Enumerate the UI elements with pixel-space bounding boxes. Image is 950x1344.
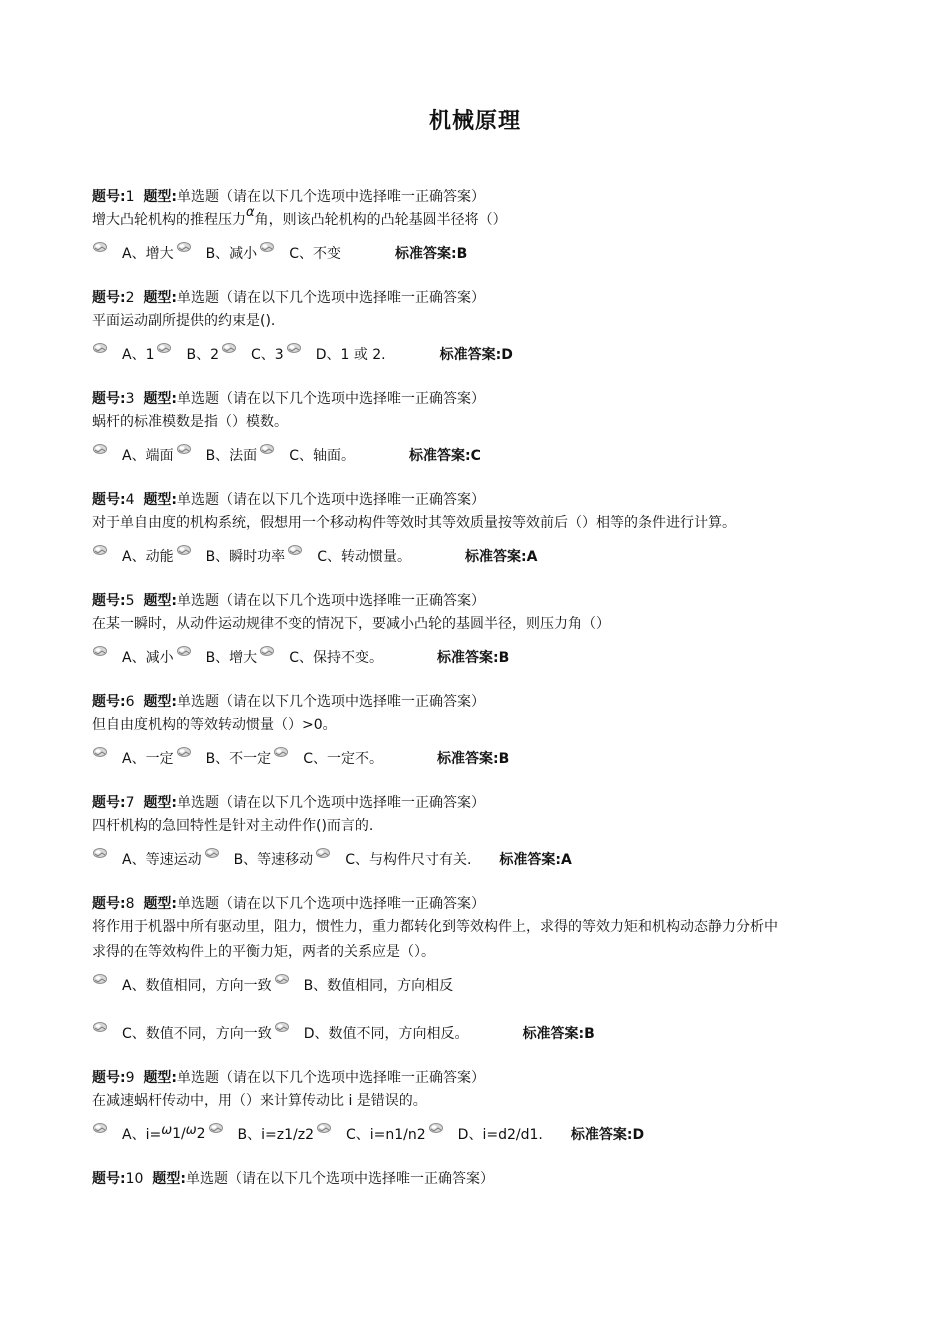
question-stem: 对于单自由度的机构系统，假想用一个移动构件等效时其等效质量按等效前后（）相等的条件进行计算。 [92,515,736,531]
standard-answer: 标准答案:B [522,1026,595,1042]
radio-icon[interactable] [92,973,108,985]
radio-icon[interactable] [274,973,290,985]
option-c[interactable]: C、轴面。 [289,448,355,464]
radio-icon[interactable] [274,1021,290,1033]
option-b[interactable]: B、数值相同，方向相反 [303,978,454,994]
option-a[interactable]: A、动能 [122,546,192,566]
question-header: 题号:9 题型:单选题（请在以下几个选项中选择唯一正确答案） [92,1070,486,1086]
radio-icon[interactable] [259,443,275,455]
radio-icon[interactable] [92,241,108,253]
radio-icon[interactable] [204,847,220,859]
radio-icon[interactable] [92,746,108,758]
standard-answer: 标准答案:C [408,448,481,464]
question-2 [92,287,882,374]
options-row [92,839,882,879]
options-row [92,435,882,475]
radio-icon[interactable] [176,645,192,657]
options-row [92,1114,882,1154]
radio-icon[interactable] [316,1122,332,1134]
question-4 [92,489,882,576]
question-stem: 将作用于机器中所有驱动里，阻力，惯性力，重力都转化到等效构件上，求得的等效力矩和机构动态静力分析中 求得的在等效构件上的平衡力矩，两者的关系应是（）。 [92,919,778,960]
option-b[interactable]: B、2 [186,344,237,364]
question-stem: 增大凸轮机构的推程压力α角，则该凸轮机构的凸轮基圆半径将（） [92,208,882,233]
options-row [92,738,882,778]
radio-icon[interactable] [208,1122,224,1134]
option-b[interactable]: B、法面 [206,445,276,465]
question-stem: 在某一瞬时，从动件运动规律不变的情况下，要减小凸轮的基圆半径，则压力角（） [92,616,610,632]
options-row [92,1013,882,1053]
standard-answer: 标准答案:B [436,751,510,767]
radio-icon[interactable] [287,544,303,556]
question-3 [92,388,882,475]
options-row [92,334,882,374]
option-c[interactable]: C、转动惯量。 [317,549,411,565]
question-1 [92,186,882,273]
option-a[interactable]: A、一定 [122,748,192,768]
option-c[interactable]: C、与构件尺寸有关. [345,852,472,868]
page-title: 机械原理 [428,109,521,134]
option-a[interactable]: A、等速运动 [122,849,220,869]
radio-icon[interactable] [92,847,108,859]
options-row [92,233,882,273]
option-d[interactable]: D、1 或 2. [315,347,386,363]
radio-icon[interactable] [259,645,275,657]
question-stem: 蜗杆的标准模数是指（）模数。 [92,414,288,430]
question-10 [92,1168,882,1190]
option-a[interactable]: A、减小 [122,647,192,667]
question-8 [92,893,882,1053]
question-stem: 四杆机构的急回特性是针对主动件作()而言的. [92,818,374,834]
radio-icon[interactable] [92,645,108,657]
radio-icon[interactable] [286,342,302,354]
option-c[interactable]: C、保持不变。 [289,650,383,666]
option-b[interactable]: B、减小 [206,243,276,263]
radio-icon[interactable] [176,241,192,253]
standard-answer: 标准答案:D [439,347,513,363]
radio-icon[interactable] [92,1021,108,1033]
question-list [92,186,882,1204]
option-a[interactable]: A、端面 [122,445,192,465]
option-c[interactable]: C、3 [251,344,302,364]
question-5 [92,590,882,677]
option-c[interactable]: C、数值不同，方向一致 [122,1023,290,1043]
question-9 [92,1067,882,1154]
question-header: 题号:6 题型:单选题（请在以下几个选项中选择唯一正确答案） [92,694,486,710]
options-row [92,536,882,576]
option-c[interactable]: C、一定不。 [303,751,383,767]
alpha-symbol: α [246,205,255,220]
option-b[interactable]: B、等速移动 [234,849,332,869]
question-header: 题号:10 题型:单选题（请在以下几个选项中选择唯一正确答案） [92,1171,494,1187]
question-stem: 平面运动副所提供的约束是(). [92,313,276,329]
radio-icon[interactable] [92,342,108,354]
radio-icon[interactable] [176,443,192,455]
radio-icon[interactable] [273,746,289,758]
question-header: 题号:2 题型:单选题（请在以下几个选项中选择唯一正确答案） [92,290,486,306]
question-header: 题号:7 题型:单选题（请在以下几个选项中选择唯一正确答案） [92,795,486,811]
omega-symbol: ω [185,1122,197,1138]
option-b[interactable]: B、i=z1/z2 [238,1124,332,1144]
question-7 [92,792,882,879]
option-d[interactable]: D、数值不同，方向相反。 [303,1026,469,1042]
options-row [92,965,882,1005]
option-b[interactable]: B、瞬时功率 [206,546,304,566]
option-a[interactable]: A、数值相同，方向一致 [122,975,290,995]
radio-icon[interactable] [176,746,192,758]
option-c[interactable]: C、i=n1/n2 [346,1124,444,1144]
radio-icon[interactable] [156,342,172,354]
options-row [92,637,882,677]
option-a[interactable]: A、i= ω 1/ ω 2 [122,1124,224,1144]
question-header: 题号:8 题型:单选题（请在以下几个选项中选择唯一正确答案） [92,896,486,912]
radio-icon[interactable] [92,544,108,556]
question-header: 题号:4 题型:单选题（请在以下几个选项中选择唯一正确答案） [92,492,486,508]
standard-answer: 标准答案:A [499,852,572,868]
omega-symbol: ω [161,1122,173,1138]
option-c[interactable]: C、不变 [289,246,341,262]
question-header: 题号:1 题型:单选题（请在以下几个选项中选择唯一正确答案） [92,189,486,205]
question-stem: 在减速蜗杆传动中，用（）来计算传动比 i 是错误的。 [92,1093,427,1109]
standard-answer: 标准答案:B [394,246,468,262]
radio-icon[interactable] [315,847,331,859]
standard-answer: 标准答案:A [464,549,538,565]
option-d[interactable]: D、i=d2/d1. [457,1127,543,1143]
question-header: 题号:3 题型:单选题（请在以下几个选项中选择唯一正确答案） [92,391,486,407]
standard-answer: 标准答案:D [570,1127,645,1143]
radio-icon[interactable] [92,1122,108,1134]
radio-icon[interactable] [428,1122,444,1134]
standard-answer: 标准答案:B [436,650,510,666]
radio-icon[interactable] [92,443,108,455]
option-b[interactable]: B、不一定 [206,748,290,768]
option-a[interactable]: A、1 [122,344,172,364]
option-b[interactable]: B、增大 [206,647,276,667]
option-a[interactable]: A、增大 [122,243,192,263]
radio-icon[interactable] [259,241,275,253]
question-6 [92,691,882,778]
radio-icon[interactable] [176,544,192,556]
question-header: 题号:5 题型:单选题（请在以下几个选项中选择唯一正确答案） [92,593,486,609]
radio-icon[interactable] [221,342,237,354]
question-stem: 但自由度机构的等效转动惯量（）>0。 [92,717,337,733]
